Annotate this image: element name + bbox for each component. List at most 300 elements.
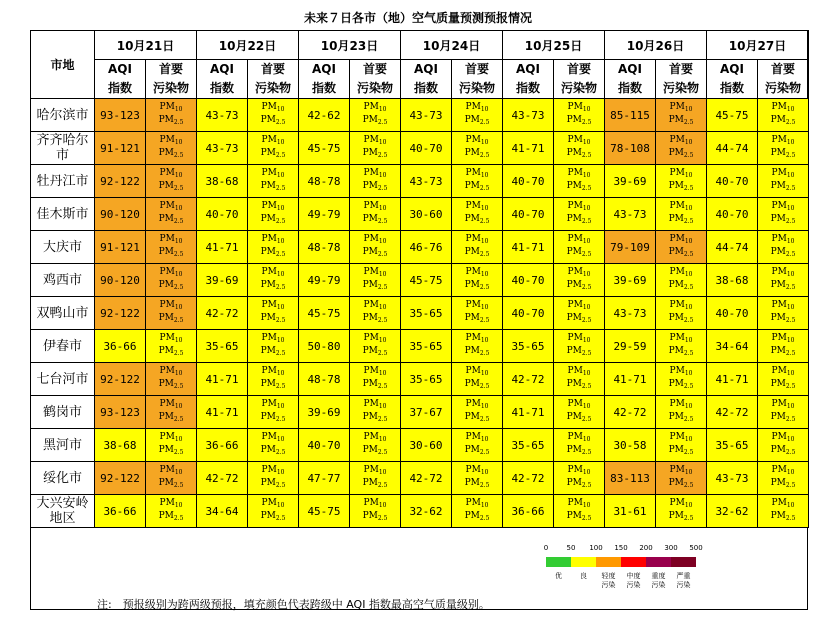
pm25-subscript: 2.5 (479, 119, 490, 126)
pm25-subscript: 2.5 (581, 284, 592, 291)
pm10-subscript: 10 (480, 370, 489, 377)
aqi-range-cell: 35-65 (401, 297, 452, 330)
primary-pollutant-cell (248, 429, 299, 462)
pollutant-name: PM (771, 267, 787, 277)
pm10-subscript: 10 (378, 469, 387, 476)
primary-pollutant-cell (758, 165, 809, 198)
pm25-subscript: 2.5 (581, 449, 592, 456)
primary-pollutant-cell (350, 396, 401, 429)
pollutant-name: PM (363, 102, 379, 112)
pm25-subscript: 2.5 (785, 515, 796, 522)
primary-pollutant-cell (554, 495, 605, 528)
pollutant-name: PM (567, 267, 583, 277)
primary-pollutant-header (146, 60, 197, 99)
pm10-subscript: 10 (786, 271, 795, 278)
legend-level-label: 优 (555, 572, 562, 580)
pm10-subscript: 10 (174, 271, 183, 278)
pm10-subscript: 10 (276, 337, 285, 344)
pollutant-name: PM (363, 267, 379, 277)
aqi-range-cell: 35-65 (503, 429, 554, 462)
pollutant-name: PM (362, 148, 378, 158)
pm10-subscript: 10 (786, 106, 795, 113)
pm25-subscript: 2.5 (173, 185, 184, 192)
aqi-range-cell: 29-59 (605, 330, 656, 363)
pm25-subscript: 2.5 (377, 152, 388, 159)
pollutant-name: PM (261, 432, 277, 442)
primary-pollutant-cell (554, 297, 605, 330)
aqi-range-cell: 41-71 (197, 231, 248, 264)
aqi-range-cell: 92-122 (95, 462, 146, 495)
legend-level-label: 良 (580, 572, 587, 580)
legend-level-label: 中度 污染 (626, 572, 641, 589)
pollutant-name: PM (668, 379, 684, 389)
pm10-subscript: 10 (480, 106, 489, 113)
pollutant-name: PM (669, 267, 685, 277)
pollutant-name: PM (771, 168, 787, 178)
pm25-subscript: 2.5 (683, 515, 694, 522)
pm25-subscript: 2.5 (173, 317, 184, 324)
legend-swatch (621, 557, 646, 567)
pm25-subscript: 2.5 (173, 119, 184, 126)
pm10-subscript: 10 (582, 238, 591, 245)
aqi-range-cell: 43-73 (503, 99, 554, 132)
pollutant-name: PM (158, 313, 174, 323)
pollutant-name: PM (158, 511, 174, 521)
pollutant-name: PM (668, 148, 684, 158)
pollutant-name: PM (464, 379, 480, 389)
pm10-subscript: 10 (786, 172, 795, 179)
pm10-subscript: 10 (276, 502, 285, 509)
pm25-subscript: 2.5 (275, 383, 286, 390)
legend-level-label: 严重 污染 (676, 572, 691, 589)
pm25-subscript: 2.5 (377, 218, 388, 225)
pm10-subscript: 10 (378, 139, 387, 146)
pollutant-name: PM (363, 333, 379, 343)
primary-pollutant-cell (758, 429, 809, 462)
pollutant-name: PM (770, 115, 786, 125)
aqi-range-cell: 41-71 (503, 231, 554, 264)
pollutant-name: PM (260, 148, 276, 158)
pm25-subscript: 2.5 (275, 515, 286, 522)
pm25-subscript: 2.5 (785, 383, 796, 390)
date-header: 10月23日 (299, 31, 401, 60)
pollutant-name: PM (771, 300, 787, 310)
primary-pollutant-cell (452, 264, 503, 297)
pollutant-name: PM (362, 445, 378, 455)
pm10-subscript: 10 (174, 502, 183, 509)
primary-pollutant-cell (758, 330, 809, 363)
pm10-subscript: 10 (582, 337, 591, 344)
primary-pollutant-header (554, 60, 605, 99)
pollutant-name: PM (770, 247, 786, 257)
primary-pollutant-cell (656, 495, 707, 528)
primary-pollutant-header (452, 60, 503, 99)
aqi-range-cell: 90-120 (95, 264, 146, 297)
date-header: 10月27日 (707, 31, 809, 60)
aqi-range-cell: 40-70 (503, 165, 554, 198)
pollutant-name: PM (566, 379, 582, 389)
pm10-subscript: 10 (174, 304, 183, 311)
pm25-subscript: 2.5 (683, 152, 694, 159)
pollutant-name: PM (261, 267, 277, 277)
aqi-range-cell: 32-62 (707, 495, 758, 528)
pm10-subscript: 10 (480, 436, 489, 443)
pm25-subscript: 2.5 (479, 449, 490, 456)
pollutant-name: PM (158, 478, 174, 488)
legend-value: 100 (589, 544, 603, 552)
pm25-subscript: 2.5 (683, 185, 694, 192)
aqi-range-cell: 44-74 (707, 132, 758, 165)
pollutant-name: PM (261, 498, 277, 508)
aqi-header-line-2: 指数 (107, 81, 132, 95)
pm10-subscript: 10 (684, 205, 693, 212)
aqi-forecast-table (30, 30, 809, 528)
pm25-subscript: 2.5 (479, 251, 490, 258)
pollutant-name: PM (770, 280, 786, 290)
pm25-subscript: 2.5 (479, 482, 490, 489)
pollutant-name: PM (669, 432, 685, 442)
pm10-subscript: 10 (276, 271, 285, 278)
pm10-subscript: 10 (684, 106, 693, 113)
pm25-subscript: 2.5 (377, 350, 388, 357)
aqi-range-cell: 38-68 (95, 429, 146, 462)
primary-pollutant-cell (758, 99, 809, 132)
pollutant-name: PM (159, 201, 175, 211)
pm25-subscript: 2.5 (377, 251, 388, 258)
pollutant-name: PM (260, 214, 276, 224)
pollutant-name: PM (363, 399, 379, 409)
pm25-subscript: 2.5 (173, 383, 184, 390)
pm25-subscript: 2.5 (581, 383, 592, 390)
pm10-subscript: 10 (480, 502, 489, 509)
legend-level-labels (540, 572, 740, 594)
pm25-subscript: 2.5 (275, 317, 286, 324)
pm10-subscript: 10 (684, 502, 693, 509)
pollutant-header-line-1: 首要 (158, 62, 183, 76)
table-row (31, 462, 809, 495)
primary-pollutant-cell (554, 462, 605, 495)
pollutant-header-line-1: 首要 (260, 62, 285, 76)
pollutant-name: PM (261, 102, 277, 112)
table-row (31, 396, 809, 429)
aqi-range-cell: 45-75 (299, 132, 350, 165)
aqi-range-cell: 43-73 (605, 297, 656, 330)
aqi-index-header (605, 60, 656, 99)
pm10-subscript: 10 (174, 172, 183, 179)
pollutant-name: PM (465, 168, 481, 178)
table-row (31, 363, 809, 396)
aqi-header-line-2: 指数 (515, 81, 540, 95)
legend-scale-values (540, 544, 740, 554)
pm25-subscript: 2.5 (275, 449, 286, 456)
pm10-subscript: 10 (276, 106, 285, 113)
subheader-row (31, 60, 809, 99)
primary-pollutant-cell (248, 99, 299, 132)
pm10-subscript: 10 (174, 238, 183, 245)
aqi-index-header (503, 60, 554, 99)
pollutant-name: PM (260, 412, 276, 422)
primary-pollutant-cell (452, 363, 503, 396)
pm10-subscript: 10 (174, 205, 183, 212)
pollutant-header-line-1: 首要 (566, 62, 591, 76)
pm25-subscript: 2.5 (479, 416, 490, 423)
pollutant-name: PM (566, 445, 582, 455)
pollutant-name: PM (261, 168, 277, 178)
pollutant-name: PM (465, 102, 481, 112)
pollutant-name: PM (770, 214, 786, 224)
pollutant-name: PM (567, 366, 583, 376)
pm25-subscript: 2.5 (275, 482, 286, 489)
pollutant-name: PM (566, 115, 582, 125)
aqi-header-line-1: AQI (414, 62, 438, 76)
pollutant-name: PM (159, 333, 175, 343)
pm10-subscript: 10 (684, 271, 693, 278)
pollutant-name: PM (771, 234, 787, 244)
pollutant-name: PM (771, 102, 787, 112)
pm25-subscript: 2.5 (173, 515, 184, 522)
pollutant-name: PM (566, 181, 582, 191)
pm25-subscript: 2.5 (785, 152, 796, 159)
aqi-range-cell: 43-73 (401, 99, 452, 132)
aqi-range-cell: 93-123 (95, 99, 146, 132)
pollutant-name: PM (668, 313, 684, 323)
pm10-subscript: 10 (786, 370, 795, 377)
pm10-subscript: 10 (378, 502, 387, 509)
primary-pollutant-header (248, 60, 299, 99)
primary-pollutant-cell (758, 396, 809, 429)
table-row (31, 495, 809, 528)
aqi-range-cell: 91-121 (95, 231, 146, 264)
pm10-subscript: 10 (276, 304, 285, 311)
primary-pollutant-cell (452, 495, 503, 528)
aqi-range-cell: 42-72 (401, 462, 452, 495)
pollutant-header-line-1: 首要 (464, 62, 489, 76)
aqi-range-cell: 31-61 (605, 495, 656, 528)
primary-pollutant-cell (248, 330, 299, 363)
pollutant-name: PM (567, 102, 583, 112)
aqi-range-cell: 42-72 (605, 396, 656, 429)
pm10-subscript: 10 (480, 271, 489, 278)
pollutant-name: PM (770, 379, 786, 389)
aqi-range-cell: 48-78 (299, 165, 350, 198)
aqi-range-cell: 40-70 (503, 297, 554, 330)
pollutant-name: PM (465, 201, 481, 211)
pm10-subscript: 10 (786, 337, 795, 344)
pollutant-name: PM (566, 412, 582, 422)
aqi-range-cell: 41-71 (503, 132, 554, 165)
pm10-subscript: 10 (786, 238, 795, 245)
table-row (31, 264, 809, 297)
aqi-range-cell: 35-65 (401, 330, 452, 363)
pm25-subscript: 2.5 (377, 416, 388, 423)
aqi-range-cell: 35-65 (401, 363, 452, 396)
pollutant-name: PM (362, 379, 378, 389)
date-header: 10月22日 (197, 31, 299, 60)
primary-pollutant-header (758, 60, 809, 99)
pollutant-name: PM (567, 201, 583, 211)
primary-pollutant-cell (248, 264, 299, 297)
pm25-subscript: 2.5 (479, 515, 490, 522)
pm10-subscript: 10 (480, 172, 489, 179)
pm10-subscript: 10 (378, 403, 387, 410)
city-name: 大庆市 (31, 231, 95, 264)
primary-pollutant-cell (758, 198, 809, 231)
pollutant-name: PM (771, 498, 787, 508)
primary-pollutant-cell (656, 363, 707, 396)
primary-pollutant-cell (656, 132, 707, 165)
primary-pollutant-header (350, 60, 401, 99)
pollutant-name: PM (669, 366, 685, 376)
pm25-subscript: 2.5 (683, 251, 694, 258)
pm25-subscript: 2.5 (683, 482, 694, 489)
primary-pollutant-cell (350, 99, 401, 132)
pollutant-name: PM (158, 181, 174, 191)
aqi-range-cell: 35-65 (503, 330, 554, 363)
pm25-subscript: 2.5 (479, 185, 490, 192)
pm10-subscript: 10 (582, 370, 591, 377)
aqi-range-cell: 39-69 (605, 165, 656, 198)
pm10-subscript: 10 (378, 106, 387, 113)
pollutant-name: PM (362, 115, 378, 125)
primary-pollutant-cell (146, 264, 197, 297)
primary-pollutant-cell (248, 396, 299, 429)
pollutant-name: PM (159, 399, 175, 409)
pollutant-name: PM (158, 379, 174, 389)
pollutant-name: PM (260, 247, 276, 257)
aqi-range-cell: 45-75 (299, 495, 350, 528)
pollutant-name: PM (261, 333, 277, 343)
primary-pollutant-cell (554, 330, 605, 363)
table-row (31, 297, 809, 330)
pollutant-name: PM (669, 498, 685, 508)
primary-pollutant-cell (350, 495, 401, 528)
pollutant-name: PM (567, 300, 583, 310)
primary-pollutant-cell (758, 132, 809, 165)
pollutant-name: PM (669, 399, 685, 409)
date-header: 10月24日 (401, 31, 503, 60)
pm10-subscript: 10 (480, 469, 489, 476)
pm25-subscript: 2.5 (275, 218, 286, 225)
primary-pollutant-cell (146, 462, 197, 495)
pm25-subscript: 2.5 (479, 383, 490, 390)
pollutant-name: PM (363, 201, 379, 211)
primary-pollutant-cell (146, 495, 197, 528)
pm25-subscript: 2.5 (173, 251, 184, 258)
primary-pollutant-cell (146, 330, 197, 363)
primary-pollutant-cell (554, 363, 605, 396)
pm25-subscript: 2.5 (581, 251, 592, 258)
pollutant-name: PM (159, 168, 175, 178)
pm10-subscript: 10 (684, 337, 693, 344)
pollutant-name: PM (770, 445, 786, 455)
pm25-subscript: 2.5 (581, 317, 592, 324)
table-row (31, 429, 809, 462)
pm10-subscript: 10 (684, 436, 693, 443)
pollutant-name: PM (771, 201, 787, 211)
pollutant-name: PM (567, 432, 583, 442)
pollutant-name: PM (669, 234, 685, 244)
primary-pollutant-cell (350, 198, 401, 231)
primary-pollutant-cell (146, 198, 197, 231)
pm25-subscript: 2.5 (377, 317, 388, 324)
aqi-range-cell: 40-70 (707, 165, 758, 198)
pm10-subscript: 10 (378, 436, 387, 443)
pm10-subscript: 10 (582, 436, 591, 443)
pm10-subscript: 10 (174, 469, 183, 476)
legend-swatch (546, 557, 571, 567)
pollutant-name: PM (668, 511, 684, 521)
pollutant-name: PM (771, 465, 787, 475)
pm25-subscript: 2.5 (785, 218, 796, 225)
aqi-range-cell: 36-66 (503, 495, 554, 528)
aqi-range-cell: 39-69 (299, 396, 350, 429)
aqi-range-cell: 43-73 (707, 462, 758, 495)
pm25-subscript: 2.5 (275, 185, 286, 192)
aqi-range-cell: 40-70 (707, 198, 758, 231)
primary-pollutant-cell (248, 132, 299, 165)
pollutant-name: PM (260, 511, 276, 521)
primary-pollutant-cell (350, 462, 401, 495)
aqi-range-cell: 41-71 (605, 363, 656, 396)
primary-pollutant-cell (146, 165, 197, 198)
legend-value: 150 (614, 544, 628, 552)
pm25-subscript: 2.5 (479, 350, 490, 357)
pm10-subscript: 10 (582, 205, 591, 212)
pm25-subscript: 2.5 (173, 449, 184, 456)
primary-pollutant-cell (350, 363, 401, 396)
pm25-subscript: 2.5 (479, 317, 490, 324)
aqi-range-cell: 42-72 (197, 297, 248, 330)
legend-color-bar (546, 557, 696, 567)
pollutant-name: PM (566, 280, 582, 290)
pm25-subscript: 2.5 (683, 317, 694, 324)
pm10-subscript: 10 (684, 139, 693, 146)
aqi-index-header (95, 60, 146, 99)
pm10-subscript: 10 (786, 304, 795, 311)
primary-pollutant-cell (248, 231, 299, 264)
aqi-header-line-1: AQI (618, 62, 642, 76)
aqi-range-cell: 42-62 (299, 99, 350, 132)
aqi-range-cell: 92-122 (95, 363, 146, 396)
pollutant-name: PM (159, 267, 175, 277)
aqi-range-cell: 38-68 (707, 264, 758, 297)
city-name: 伊春市 (31, 330, 95, 363)
pollutant-name: PM (159, 432, 175, 442)
aqi-range-cell: 45-75 (707, 99, 758, 132)
primary-pollutant-cell (554, 264, 605, 297)
primary-pollutant-cell (656, 165, 707, 198)
pollutant-name: PM (771, 432, 787, 442)
aqi-range-cell: 78-108 (605, 132, 656, 165)
aqi-range-cell: 50-80 (299, 330, 350, 363)
primary-pollutant-cell (656, 429, 707, 462)
legend-value: 200 (639, 544, 653, 552)
pollutant-header-line-2: 污染物 (152, 81, 189, 95)
pm10-subscript: 10 (174, 403, 183, 410)
pollutant-name: PM (362, 313, 378, 323)
primary-pollutant-cell (554, 165, 605, 198)
pm10-subscript: 10 (378, 205, 387, 212)
pm25-subscript: 2.5 (275, 251, 286, 258)
aqi-range-cell: 41-71 (503, 396, 554, 429)
pm25-subscript: 2.5 (581, 152, 592, 159)
pollutant-name: PM (159, 498, 175, 508)
primary-pollutant-cell (350, 429, 401, 462)
city-name: 七台河市 (31, 363, 95, 396)
primary-pollutant-header (656, 60, 707, 99)
table-row (31, 99, 809, 132)
pollutant-name: PM (363, 135, 379, 145)
